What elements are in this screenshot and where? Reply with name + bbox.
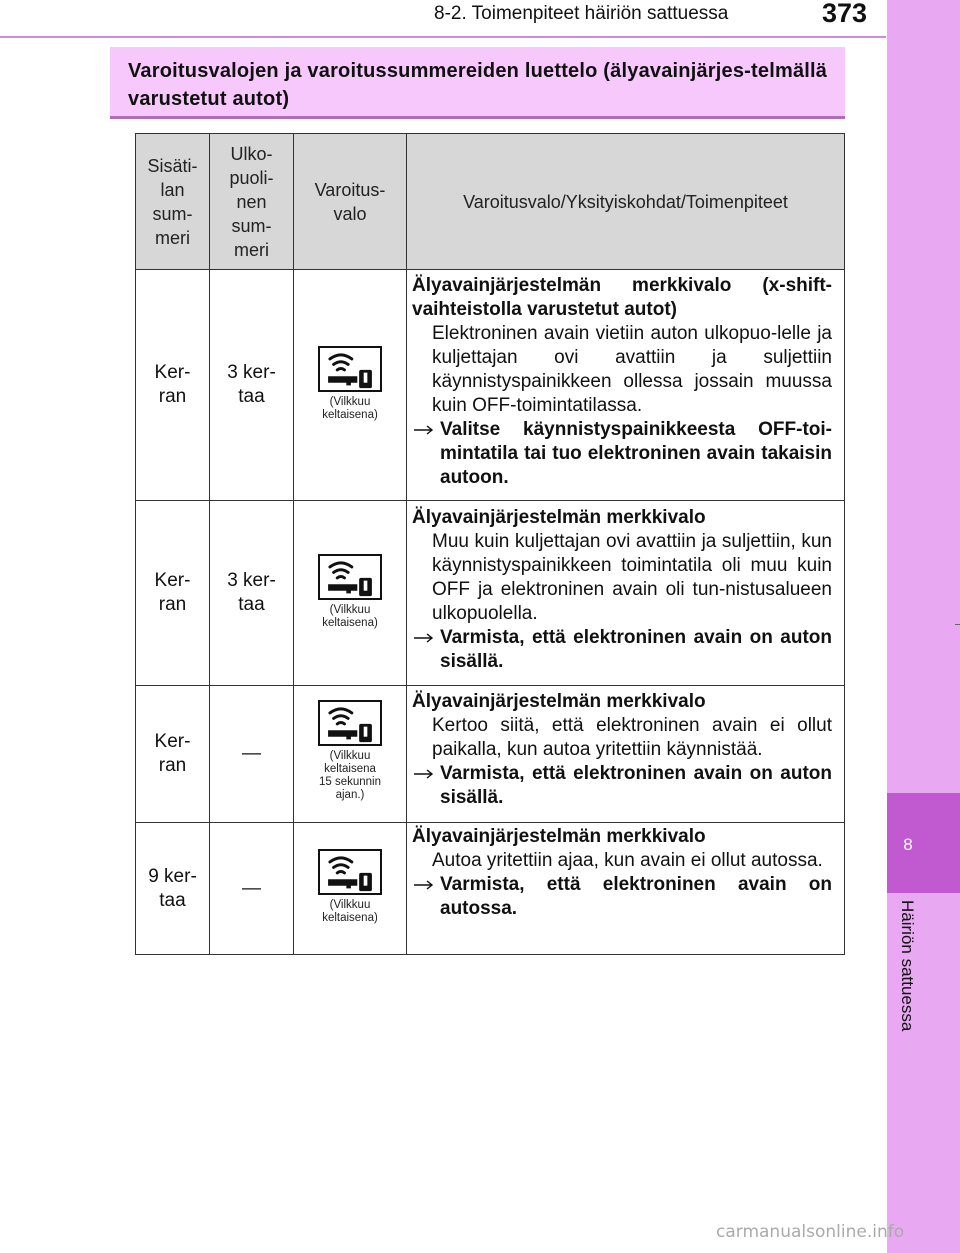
header-outside-buzzer: Ulko- puoli- nen sum- meri [229,143,274,260]
arrow-icon [412,626,440,650]
row3-inside-buzzer: Ker- ran [154,731,191,776]
section-title: 8-2. Toimenpiteet häiriön sattuessa [434,3,729,24]
smart-key-indicator-icon [318,849,382,895]
row4-action-text: Varmista, että elektroninen avain on autossa. [440,874,832,919]
row3-action-text: Varmista, että elektroninen avain on auton sisällä. [440,763,832,808]
row2-body: Muu kuin kuljettajan ovi avattiin ja suljettiin, kun käynnistyspainikkeen toimintatila oli muu kuin OFF ja elektroninen avain oli tun-nistusalueen ulkopuolella. [432,531,832,624]
watermark: carmanualsonline.info [716,1222,905,1242]
row2-action-text: Varmista, että elektroninen avain on auton sisällä. [440,627,832,672]
row1-title: Älyavainjärjestelmän merkkivalo (x-shift-vaihteistolla varustetut autot) [412,275,832,320]
row1-inside-buzzer: Ker- ran [154,362,191,407]
row1-outside-buzzer: 3 ker- taa [227,362,276,407]
row3-warning-light [294,700,406,802]
column-divider [293,134,294,954]
row2-inside-buzzer: Ker- ran [154,570,191,615]
chapter-number-box [887,793,960,893]
side-marker [955,624,960,625]
column-divider [406,134,407,954]
arrow-icon [412,418,440,442]
arrow-icon [412,762,440,786]
row2-title: Älyavainjärjestelmän merkkivalo [412,507,706,528]
chapter-side-tab [887,0,960,1253]
row3-body: Kertoo siitä, että elektroninen avain ei ollut paikalla, kun autoa yritettiin käynnistää. [432,715,832,760]
row4-body: Autoa yritettiin ajaa, kun avain ei ollut autossa. [432,850,823,871]
smart-key-indicator-icon [318,554,382,600]
row3-title: Älyavainjärjestelmän merkkivalo [412,691,706,712]
row1-warning-light [294,346,406,422]
row3-details [412,690,832,810]
smart-key-indicator-icon [318,700,382,746]
header-warning-light: Varoitus- valo [314,179,386,224]
header-inside-buzzer: Sisäti- lan sum- meri [147,155,198,248]
row4-title: Älyavainjärjestelmän merkkivalo [412,826,706,847]
page-number: 373 [822,0,868,28]
arrow-icon [412,873,440,897]
row2-outside-buzzer: 3 ker- taa [227,570,276,615]
row4-warning-light [294,849,406,925]
section-heading: Varoitusvalojen ja varoitussummereiden luettelo (älyavainjärjes-telmällä varustetut autot) [128,60,828,110]
chapter-number: 8 [903,835,913,854]
row3-icon-note: (Vilkkuu keltaisena 15 sekunnin ajan.) [318,750,382,801]
row1-body: Elektroninen avain vietiin auton ulkopuo-lelle ja kuljettajan ovi avattiin ja suljettiin käynnistyspainikkeen ollessa jossain muussa kuin OFF-toimintatilassa. [432,323,832,416]
chapter-label: Häiriön sattuessa [898,900,917,1032]
row4-action [412,873,832,921]
row2-details [412,506,832,674]
row1-action [412,418,832,490]
section-heading-box [110,47,845,119]
row2-warning-light [294,554,406,630]
row1-icon-note: (Vilkkuu keltaisena) [322,396,378,421]
row2-icon-note: (Vilkkuu keltaisena) [322,604,378,629]
warning-table [135,133,845,955]
table-header [136,134,844,269]
header-rule [0,36,886,38]
row4-inside-buzzer: 9 ker- taa [148,865,197,911]
row3-outside-buzzer: — [242,743,261,764]
row1-action-text: Valitse käynnistyspainikkeesta OFF-toi-mintatila tai tuo elektroninen avain takaisin autoon. [440,419,832,488]
row1-details [412,274,832,490]
row2-action [412,626,832,674]
row4-details [412,825,832,921]
row3-action [412,762,832,810]
smart-key-indicator-icon [318,346,382,392]
header-details: Varoitusvalo/Yksityiskohdat/Toimenpiteet [463,191,788,212]
row4-outside-buzzer: — [242,877,261,899]
row4-icon-note: (Vilkkuu keltaisena) [322,899,378,924]
